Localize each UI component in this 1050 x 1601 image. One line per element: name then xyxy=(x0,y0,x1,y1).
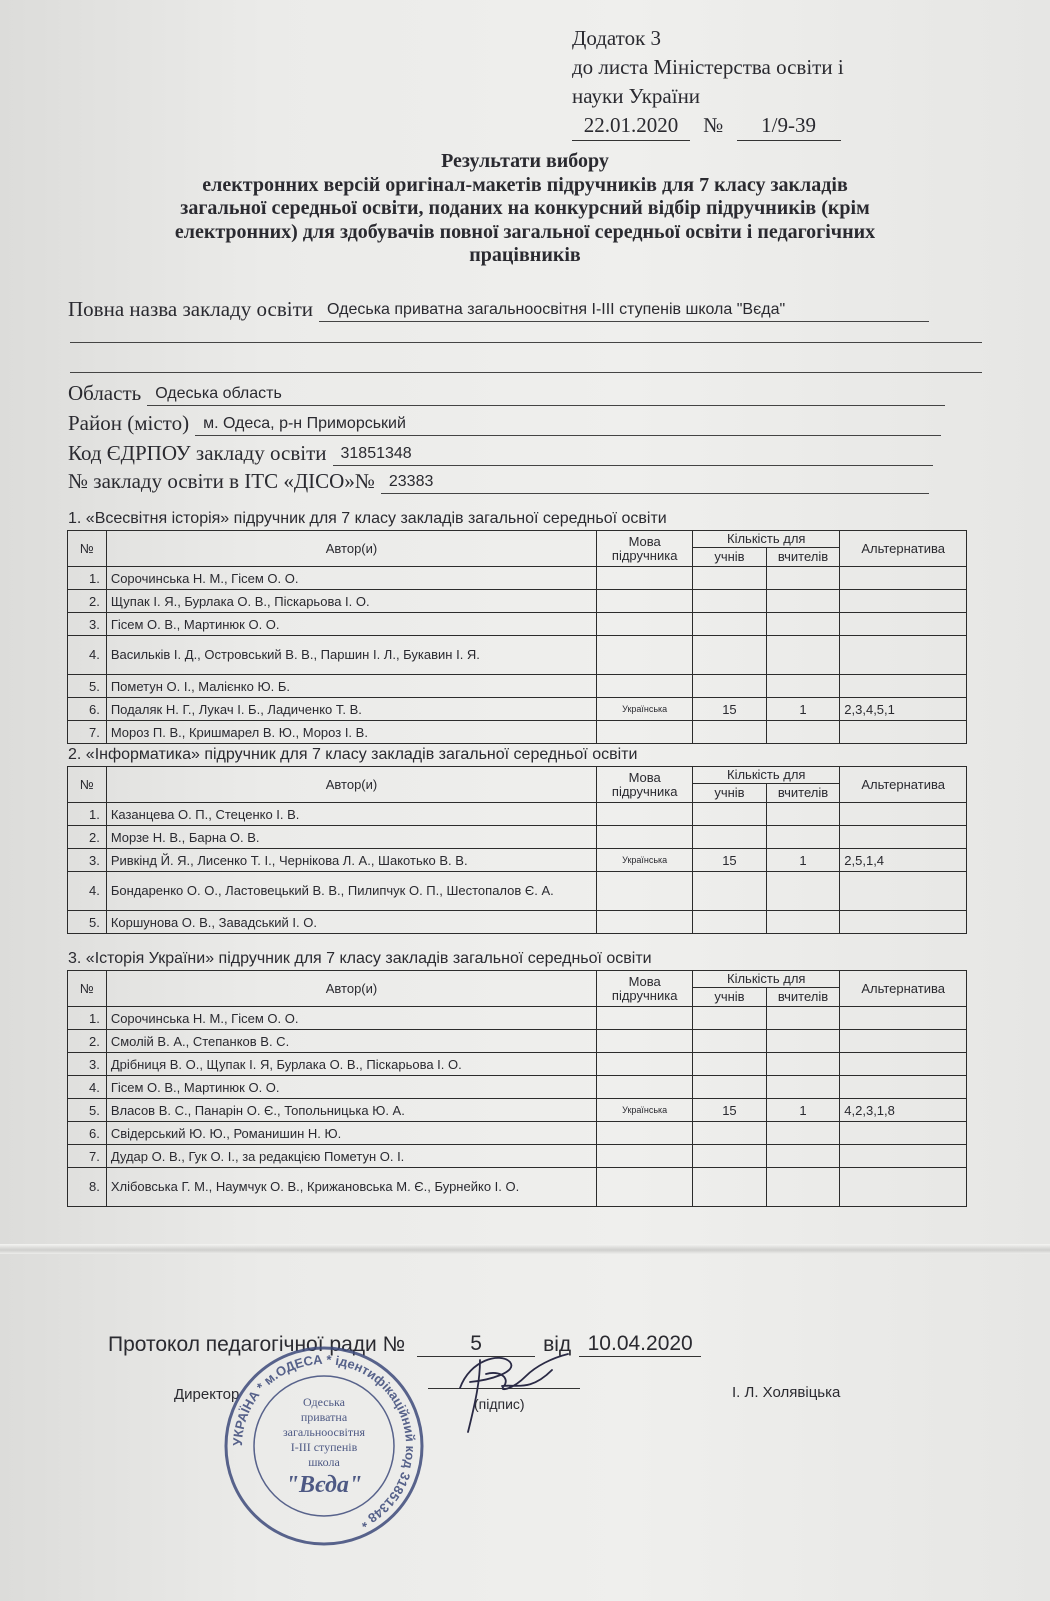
table-row xyxy=(68,849,967,872)
section-title-3: 3. «Історія України» підручник для 7 класу закладів загальної середньої освіти xyxy=(68,950,652,967)
institution-name-field xyxy=(68,296,929,322)
row-students xyxy=(693,1076,767,1099)
table-row xyxy=(68,1007,967,1030)
stamp-ring-text: УКРАЇНА * м.ОДЕСА * ідентифікаційний код 31851348 * xyxy=(229,1351,419,1531)
row-number: 4. xyxy=(68,636,107,675)
row-teachers xyxy=(766,1122,840,1145)
header-authors: Автор(и) xyxy=(106,531,596,567)
row-number: 6. xyxy=(68,698,107,721)
row-students xyxy=(693,721,767,744)
blank-rule-2 xyxy=(70,372,982,373)
table-row xyxy=(68,1053,967,1076)
row-students xyxy=(693,826,767,849)
row-students xyxy=(693,1007,767,1030)
institution-name-value: Одеська приватна загальноосвітня І-ІІІ ступенів школа "Вєда" xyxy=(319,299,929,322)
row-authors: Сорочинська Н. М., Гісем О. О. xyxy=(106,1007,596,1030)
row-alternative xyxy=(840,911,967,934)
row-number: 5. xyxy=(68,1099,107,1122)
row-number: 8. xyxy=(68,1168,107,1207)
row-language xyxy=(597,1168,693,1207)
row-alternative xyxy=(840,803,967,826)
document-title xyxy=(60,150,990,268)
row-authors: Подаляк Н. Г., Лукач І. Б., Ладиченко Т. В. xyxy=(106,698,596,721)
row-students xyxy=(693,567,767,590)
table-row xyxy=(68,1099,967,1122)
row-teachers xyxy=(766,1145,840,1168)
row-alternative xyxy=(840,590,967,613)
row-alternative: 2,5,1,4 xyxy=(840,849,967,872)
header-no: № xyxy=(68,767,107,803)
table-row xyxy=(68,1076,967,1099)
row-teachers: 1 xyxy=(766,698,840,721)
appendix-no-sign: № xyxy=(703,113,724,137)
stamp-line-4: І-ІІІ ступенів xyxy=(290,1440,358,1454)
appendix-line-3: науки України xyxy=(572,84,701,108)
school-stamp xyxy=(222,1344,426,1548)
region-value: Одеська область xyxy=(147,383,945,406)
row-teachers xyxy=(766,675,840,698)
header-quantity: Кількість для xyxy=(693,971,840,988)
protocol-from: від xyxy=(543,1333,572,1356)
header-language-line2: підручника xyxy=(611,547,678,563)
stamp-line-6: "Вєда" xyxy=(285,1472,363,1498)
appendix-number: 1/9-39 xyxy=(737,111,841,141)
district-field xyxy=(68,410,941,436)
table-row xyxy=(68,803,967,826)
row-language: Українська xyxy=(597,1099,693,1122)
row-number: 5. xyxy=(68,911,107,934)
row-authors: Гісем О. В., Мартинюк О. О. xyxy=(106,1076,596,1099)
section-title-2: 2. «Інформатика» підручник для 7 класу закладів загальної середньої освіти xyxy=(68,746,638,763)
row-authors: Сорочинська Н. М., Гісем О. О. xyxy=(106,567,596,590)
header-language-line2: підручника xyxy=(611,783,678,799)
row-language: Українська xyxy=(597,849,693,872)
row-teachers xyxy=(766,1053,840,1076)
row-teachers xyxy=(766,1007,840,1030)
paper-fold xyxy=(0,1244,1050,1254)
header-language-line1: Мова xyxy=(628,769,661,785)
row-authors: Хлібовська Г. М., Наумчук О. В., Крижановська М. Є., Бурнейко І. О. xyxy=(106,1168,596,1207)
row-language xyxy=(597,911,693,934)
row-alternative xyxy=(840,1053,967,1076)
appendix-block xyxy=(572,24,844,141)
row-language xyxy=(597,1030,693,1053)
row-alternative xyxy=(840,567,967,590)
row-teachers xyxy=(766,721,840,744)
row-authors: Морзе Н. В., Барна О. В. xyxy=(106,826,596,849)
row-teachers xyxy=(766,636,840,675)
row-language: Українська xyxy=(597,698,693,721)
header-students: учнів xyxy=(693,548,767,567)
row-students: 15 xyxy=(693,849,767,872)
row-students xyxy=(693,1145,767,1168)
row-language xyxy=(597,1122,693,1145)
row-authors: Власов В. С., Панарін О. Є., Топольницька Ю. А. xyxy=(106,1099,596,1122)
table-row xyxy=(68,675,967,698)
handwritten-signature xyxy=(440,1340,590,1440)
row-authors: Щупак І. Я., Бурлака О. В., Піскарьова І. О. xyxy=(106,590,596,613)
table-row xyxy=(68,1145,967,1168)
table-row xyxy=(68,567,967,590)
row-authors: Казанцева О. П., Стеценко І. В. xyxy=(106,803,596,826)
row-students xyxy=(693,1053,767,1076)
row-language xyxy=(597,590,693,613)
row-language xyxy=(597,826,693,849)
row-teachers xyxy=(766,1030,840,1053)
row-alternative xyxy=(840,1122,967,1145)
row-alternative xyxy=(840,1168,967,1207)
row-language xyxy=(597,675,693,698)
row-teachers: 1 xyxy=(766,1099,840,1122)
row-number: 5. xyxy=(68,675,107,698)
row-number: 7. xyxy=(68,1145,107,1168)
row-number: 2. xyxy=(68,1030,107,1053)
protocol-number: 5 xyxy=(417,1332,535,1357)
row-authors: Гісем О. В., Мартинюк О. О. xyxy=(106,613,596,636)
row-number: 6. xyxy=(68,1122,107,1145)
section-title-1: 1. «Всесвітня історія» підручник для 7 класу закладів загальної середньої освіти xyxy=(68,510,667,527)
row-students: 15 xyxy=(693,1099,767,1122)
table-row xyxy=(68,826,967,849)
row-language xyxy=(597,1076,693,1099)
title-line-5: працівників xyxy=(469,244,581,266)
row-authors: Свідерський Ю. Ю., Романишин Н. Ю. xyxy=(106,1122,596,1145)
stamp-line-2: приватна xyxy=(300,1410,348,1424)
row-students xyxy=(693,1030,767,1053)
row-students xyxy=(693,613,767,636)
table-row xyxy=(68,698,967,721)
header-students: учнів xyxy=(693,988,767,1007)
row-authors: Ривкінд Й. Я., Лисенко Т. І., Чернікова Л. А., Шакотько В. В. xyxy=(106,849,596,872)
row-teachers: 1 xyxy=(766,849,840,872)
header-authors: Автор(и) xyxy=(106,767,596,803)
blank-rule-1 xyxy=(70,342,982,343)
row-students xyxy=(693,911,767,934)
row-alternative xyxy=(840,826,967,849)
header-language xyxy=(597,531,693,567)
table-row xyxy=(68,590,967,613)
row-authors: Коршунова О. В., Завадський І. О. xyxy=(106,911,596,934)
row-alternative xyxy=(840,1030,967,1053)
row-number: 4. xyxy=(68,1076,107,1099)
header-teachers: вчителів xyxy=(766,988,840,1007)
row-alternative xyxy=(840,1007,967,1030)
appendix-line-1: Додаток 3 xyxy=(572,26,662,50)
row-language xyxy=(597,636,693,675)
region-field xyxy=(68,380,945,406)
row-alternative xyxy=(840,1145,967,1168)
header-language-line1: Мова xyxy=(628,533,661,549)
row-teachers xyxy=(766,872,840,911)
row-language xyxy=(597,1145,693,1168)
protocol-label: Протокол педагогічної ради № xyxy=(108,1333,406,1356)
row-authors: Смолій В. А., Степанков В. С. xyxy=(106,1030,596,1053)
district-value: м. Одеса, р-н Приморський xyxy=(195,413,941,436)
appendix-date: 22.01.2020 xyxy=(572,111,690,141)
row-teachers xyxy=(766,826,840,849)
row-alternative xyxy=(840,675,967,698)
header-students: учнів xyxy=(693,784,767,803)
row-number: 2. xyxy=(68,826,107,849)
its-field xyxy=(68,468,929,494)
stamp-line-3: загальноосвітня xyxy=(282,1425,366,1439)
header-alternative: Альтернатива xyxy=(840,971,967,1007)
row-number: 3. xyxy=(68,613,107,636)
row-students xyxy=(693,1122,767,1145)
row-alternative xyxy=(840,872,967,911)
header-no: № xyxy=(68,531,107,567)
row-teachers xyxy=(766,567,840,590)
row-language xyxy=(597,567,693,590)
signature-caption: (підпис) xyxy=(474,1396,525,1412)
its-label: № закладу освіти в ІТС «ДІСО»№ xyxy=(68,469,375,493)
title-line-1: Результати вибору xyxy=(441,150,609,172)
row-language xyxy=(597,1053,693,1076)
district-label: Район (місто) xyxy=(68,411,190,435)
table-row xyxy=(68,1030,967,1053)
appendix-ref-line xyxy=(572,111,844,141)
row-authors: Мороз П. В., Кришмарел В. Ю., Мороз І. В. xyxy=(106,721,596,744)
row-number: 1. xyxy=(68,567,107,590)
row-alternative xyxy=(840,636,967,675)
table-row xyxy=(68,1168,967,1207)
row-alternative: 4,2,3,1,8 xyxy=(840,1099,967,1122)
table-row xyxy=(68,721,967,744)
row-students xyxy=(693,872,767,911)
table-row xyxy=(68,636,967,675)
row-teachers xyxy=(766,803,840,826)
textbook-table-3 xyxy=(67,970,967,1207)
row-teachers xyxy=(766,1076,840,1099)
row-language xyxy=(597,721,693,744)
row-language xyxy=(597,803,693,826)
row-number: 4. xyxy=(68,872,107,911)
row-alternative: 2,3,4,5,1 xyxy=(840,698,967,721)
region-label: Область xyxy=(68,381,142,405)
row-students xyxy=(693,1168,767,1207)
header-teachers: вчителів xyxy=(766,548,840,567)
header-alternative: Альтернатива xyxy=(840,767,967,803)
title-line-3: загальної середньої освіти, поданих на конкурсний відбір підручників (крім xyxy=(180,197,870,219)
protocol-date: 10.04.2020 xyxy=(579,1332,701,1357)
table-row xyxy=(68,911,967,934)
row-language xyxy=(597,1007,693,1030)
appendix-line-2: до листа Міністерства освіти і xyxy=(572,55,844,79)
row-alternative xyxy=(840,1076,967,1099)
table-row xyxy=(68,872,967,911)
header-quantity: Кількість для xyxy=(693,767,840,784)
header-language xyxy=(597,767,693,803)
row-alternative xyxy=(840,613,967,636)
table-row xyxy=(68,1122,967,1145)
table-row xyxy=(68,613,967,636)
header-language xyxy=(597,971,693,1007)
title-line-4: електронних) для здобувачів повної загальної середньої освіти і педагогічних xyxy=(174,220,876,243)
row-number: 3. xyxy=(68,849,107,872)
row-authors: Бондаренко О. О., Ластовецький В. В., Пилипчук О. П., Шестопалов Є. А. xyxy=(106,872,596,911)
row-authors: Дрібниця В. О., Щупак І. Я, Бурлака О. В., Піскарьова І. О. xyxy=(106,1053,596,1076)
row-authors: Дудар О. В., Гук О. І., за редакцією Пометун О. І. xyxy=(106,1145,596,1168)
header-alternative: Альтернатива xyxy=(840,531,967,567)
edrpou-field xyxy=(68,440,933,466)
its-value: 23383 xyxy=(381,471,929,494)
row-students xyxy=(693,590,767,613)
header-no: № xyxy=(68,971,107,1007)
stamp-line-5: школа xyxy=(308,1455,340,1469)
row-number: 1. xyxy=(68,1007,107,1030)
director-name: І. Л. Холявіцька xyxy=(732,1384,841,1401)
row-students: 15 xyxy=(693,698,767,721)
row-authors: Пометун О. І., Малієнко Ю. Б. xyxy=(106,675,596,698)
row-authors: Васильків І. Д., Островський В. В., Паршин І. Л., Букавин І. Я. xyxy=(106,636,596,675)
row-teachers xyxy=(766,590,840,613)
header-language-line2: підручника xyxy=(611,987,678,1003)
row-number: 2. xyxy=(68,590,107,613)
title-line-2: електронних версій оригінал-макетів підручників для 7 класу закладів xyxy=(202,173,848,196)
row-number: 7. xyxy=(68,721,107,744)
textbook-table-2 xyxy=(67,766,967,934)
row-alternative xyxy=(840,721,967,744)
header-quantity: Кількість для xyxy=(693,531,840,548)
row-students xyxy=(693,803,767,826)
row-number: 3. xyxy=(68,1053,107,1076)
row-language xyxy=(597,613,693,636)
textbook-table-1 xyxy=(67,530,967,744)
row-students xyxy=(693,636,767,675)
institution-name-label: Повна назва закладу освіти xyxy=(68,297,314,321)
header-language-line1: Мова xyxy=(628,973,661,989)
director-label: Директор xyxy=(174,1386,240,1403)
row-teachers xyxy=(766,1168,840,1207)
edrpou-value: 31851348 xyxy=(333,443,933,466)
header-teachers: вчителів xyxy=(766,784,840,803)
row-teachers xyxy=(766,911,840,934)
row-number: 1. xyxy=(68,803,107,826)
edrpou-label: Код ЄДРПОУ закладу освіти xyxy=(68,441,327,465)
row-students xyxy=(693,675,767,698)
header-authors: Автор(и) xyxy=(106,971,596,1007)
row-language xyxy=(597,872,693,911)
row-teachers xyxy=(766,613,840,636)
stamp-line-1: Одеська xyxy=(302,1395,346,1409)
